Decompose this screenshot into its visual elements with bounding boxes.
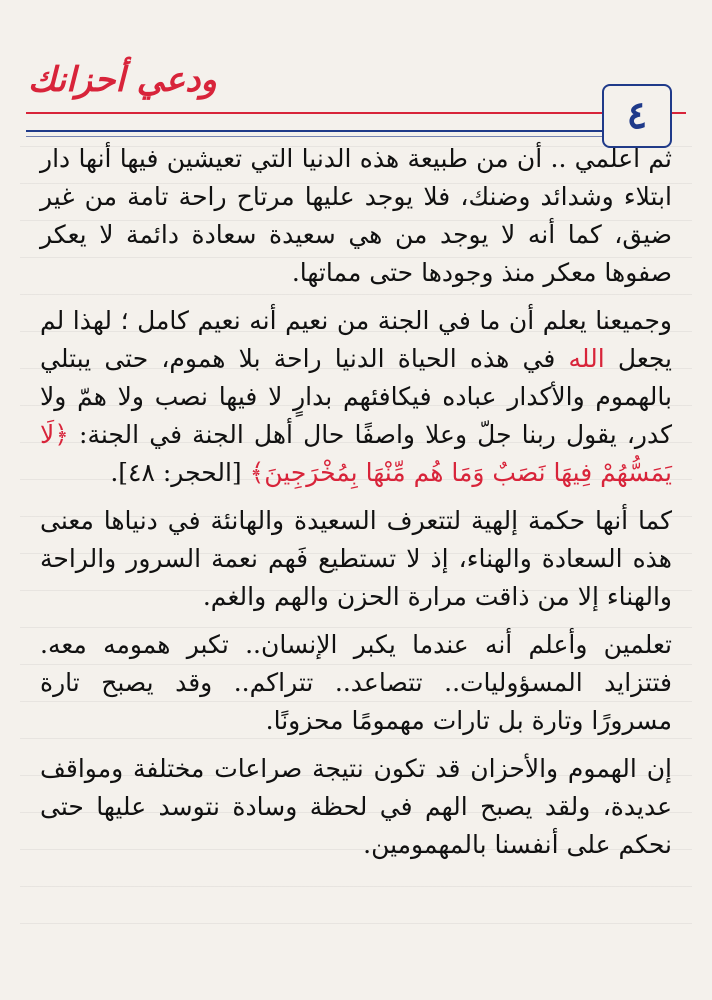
page-number-box bbox=[602, 84, 672, 148]
page-header bbox=[0, 40, 712, 150]
paragraph-text: في هذه الحياة الدنيا راحة بلا هموم، حتى يبتلي بالهموم والأكدار عباده فيكافئهم بدارٍ لا فيها نصب ولا همّ ولا كدر، يقول ربنا جلّ وعلا واصفًا حال أهل الجنة في الجنة: bbox=[40, 344, 672, 449]
paragraph bbox=[40, 140, 672, 292]
paragraph bbox=[40, 626, 672, 740]
paragraph-text: كما أنها حكمة إلهية لتتعرف السعيدة والهانئة في دنياها معنى هذه السعادة والهناء، إذ لا تستطيع فَهم نعمة السرور والراحة والهناء إلا من ذاقت مرارة الحزن والهم والغم. bbox=[40, 506, 672, 611]
paragraph-text: [الحجر: ٤٨]. bbox=[110, 458, 250, 487]
paragraph-text: وجميعنا يعلم أن ما في الجنة من نعيم أنه نعيم كامل ؛ لهذا لم يجعل bbox=[40, 306, 672, 373]
book-title: ودعي أحزانك bbox=[28, 60, 217, 100]
divine-name: الله bbox=[568, 344, 605, 373]
header-rule-blue bbox=[26, 130, 608, 132]
paragraph bbox=[40, 750, 672, 864]
paragraph-text: تعلمين وأعلم أنه عندما يكبر الإنسان.. تكبر همومه معه. فتتزايد المسؤوليات.. تتصاعد.. تتراكم.. وقد يصبح تارة مسرورًا وتارة بل تارات مهمومًا محزونًا. bbox=[40, 630, 672, 735]
paragraph bbox=[40, 302, 672, 492]
paragraph bbox=[40, 502, 672, 616]
body-text bbox=[40, 140, 672, 874]
paragraph-text: ثم اعلمي .. أن من طبيعة هذه الدنيا التي تعيشين فيها أنها دار ابتلاء وشدائد وضنك، فلا يوجد عليها مرتاح راحة تامة من غير ضيق، كما أنه لا يوجد من هي سعيدة سعادة دائمة لا يعكر صفوها معكر منذ وجودها حتى مماتها. bbox=[40, 144, 672, 287]
quran-verse: ﴿لَا يَمَسُّهُمْ فِيهَا نَصَبٌ وَمَا هُم مِّنْهَا بِمُخْرَجِينَ﴾ bbox=[40, 420, 672, 487]
page-number: ٤ bbox=[626, 92, 648, 137]
header-rule bbox=[26, 112, 686, 114]
paragraph-text: إن الهموم والأحزان قد تكون نتيجة صراعات مختلفة ومواقف عديدة، ولقد يصبح الهم في لحظة وسادة نتوسد عليها حتى نحكم على أنفسنا بالمهمومين. bbox=[40, 754, 672, 859]
header-rule-blue-thin bbox=[26, 136, 608, 137]
